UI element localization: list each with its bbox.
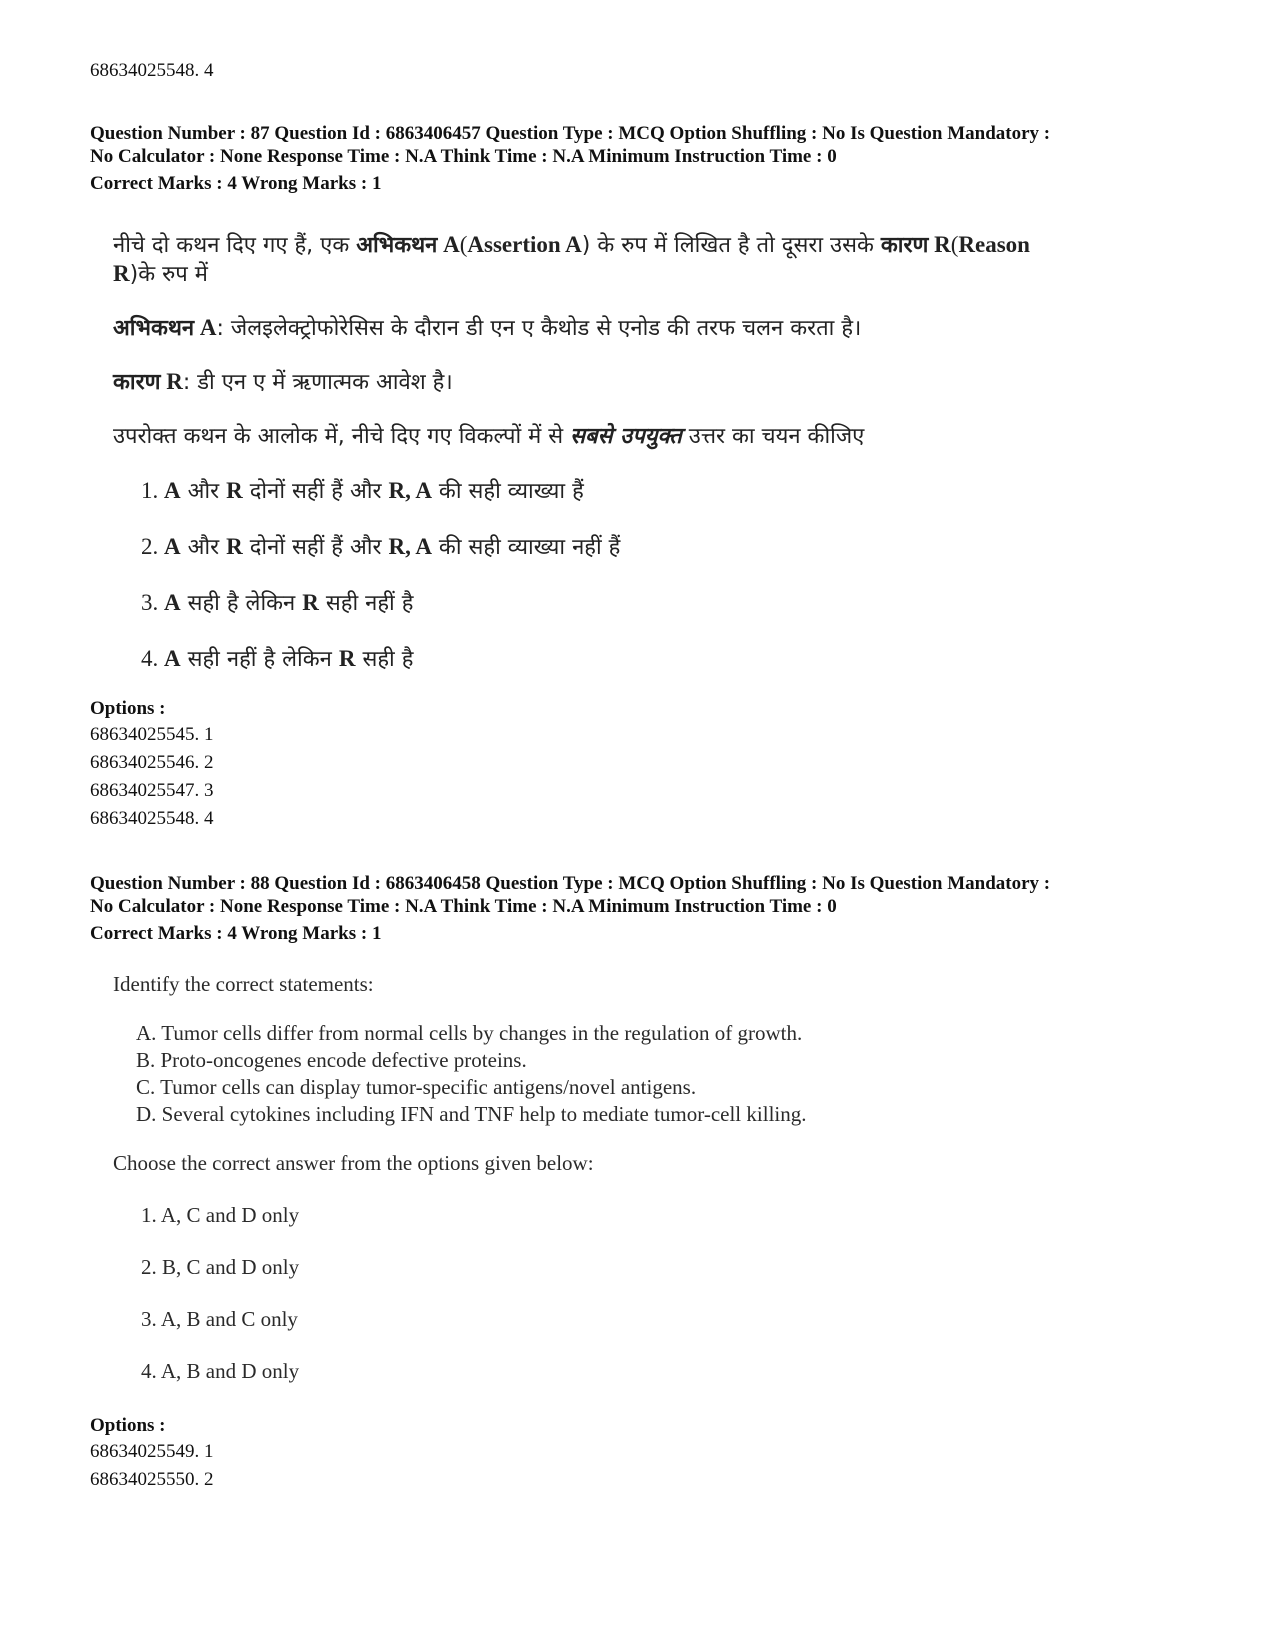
q88-statement-d: D. Several cytokines including IFN and TNF help to mediate tumor-cell killing. — [136, 1102, 807, 1126]
q87-reason: कारण R: डी एन ए में ऋणात्मक आवेश है। — [113, 369, 453, 395]
q88-choose-instruction: Choose the correct answer from the options given below: — [113, 1151, 594, 1175]
q87-choice-1: 1. A और R दोनों सहीं हैं और R, A की सही व्याख्या हैं — [141, 478, 584, 504]
option-id: 68634025549. 1 — [90, 1441, 214, 1462]
previous-option-line: 68634025548. 4 — [90, 60, 214, 81]
q88-statement-a: A. Tumor cells differ from normal cells by changes in the regulation of growth. — [136, 1021, 803, 1045]
q88-prompt: Identify the correct statements: — [113, 972, 374, 996]
q88-choice-1: 1. A, C and D only — [141, 1203, 300, 1227]
q88-meta-line-2: No Calculator : None Response Time : N.A Think Time : N.A Minimum Instruction Time : 0 — [90, 896, 837, 917]
q88-options-label: Options : — [90, 1415, 166, 1436]
option-id: 68634025545. 1 — [90, 724, 214, 745]
q88-statement-c: C. Tumor cells can display tumor-specific antigens/novel antigens. — [136, 1075, 697, 1099]
assertion-label: अभिकथन — [113, 316, 195, 341]
q87-meta-line-2: No Calculator : None Response Time : N.A Think Time : N.A Minimum Instruction Time : 0 — [90, 146, 837, 167]
q87-choice-2: 2. A और R दोनों सहीं हैं और R, A की सही व्याख्या नहीं हैं — [141, 534, 621, 560]
q87-meta-line-1: Question Number : 87 Question Id : 6863406457 Question Type : MCQ Option Shuffling : No Is Question Mandatory : — [90, 123, 1051, 144]
emphasis-text: सबसे उपयुक्त — [570, 424, 682, 449]
q88-choice-3: 3. A, B and C only — [141, 1307, 298, 1331]
option-id: 68634025550. 2 — [90, 1469, 214, 1490]
q87-marks: Correct Marks : 4 Wrong Marks : 1 — [90, 173, 382, 194]
q88-options-list — [90, 1438, 214, 1494]
q87-choice-3: 3. A सही है लेकिन R सही नहीं है — [141, 590, 414, 616]
option-id: 68634025546. 2 — [90, 752, 214, 773]
q88-statement-b: B. Proto-oncogenes encode defective proteins. — [136, 1048, 527, 1072]
q88-choice-2: 2. B, C and D only — [141, 1255, 300, 1279]
option-id: 68634025547. 3 — [90, 780, 214, 801]
q88-choice-4: 4. A, B and D only — [141, 1359, 300, 1383]
q87-options-label: Options : — [90, 698, 166, 719]
q88-meta-line-1: Question Number : 88 Question Id : 6863406458 Question Type : MCQ Option Shuffling : No Is Question Mandatory : — [90, 873, 1051, 894]
q87-instruction: उपरोक्त कथन के आलोक में, नीचे दिए गए विकल्पों में से सबसे उपयुक्त उत्तर का चयन कीजिए — [113, 424, 865, 449]
q87-options-list — [90, 721, 214, 833]
q87-intro-line-2: R)के रुप में — [113, 261, 208, 287]
option-id: 68634025548. 4 — [90, 808, 214, 829]
q87-choice-4: 4. A सही नहीं है लेकिन R सही है — [141, 646, 414, 672]
q87-assertion: अभिकथन A: जेलइलेक्ट्रोफोरेसिस के दौरान डी एन ए कैथोड से एनोड की तरफ चलन करता है। — [113, 315, 862, 341]
q87-intro-line-1: नीचे दो कथन दिए गए हैं, एक अभिकथन A(Assertion A) के रुप में लिखित है तो दूसरा उसके कारण R(Reason — [113, 232, 1030, 258]
reason-label: कारण — [113, 370, 161, 395]
q88-marks: Correct Marks : 4 Wrong Marks : 1 — [90, 923, 382, 944]
